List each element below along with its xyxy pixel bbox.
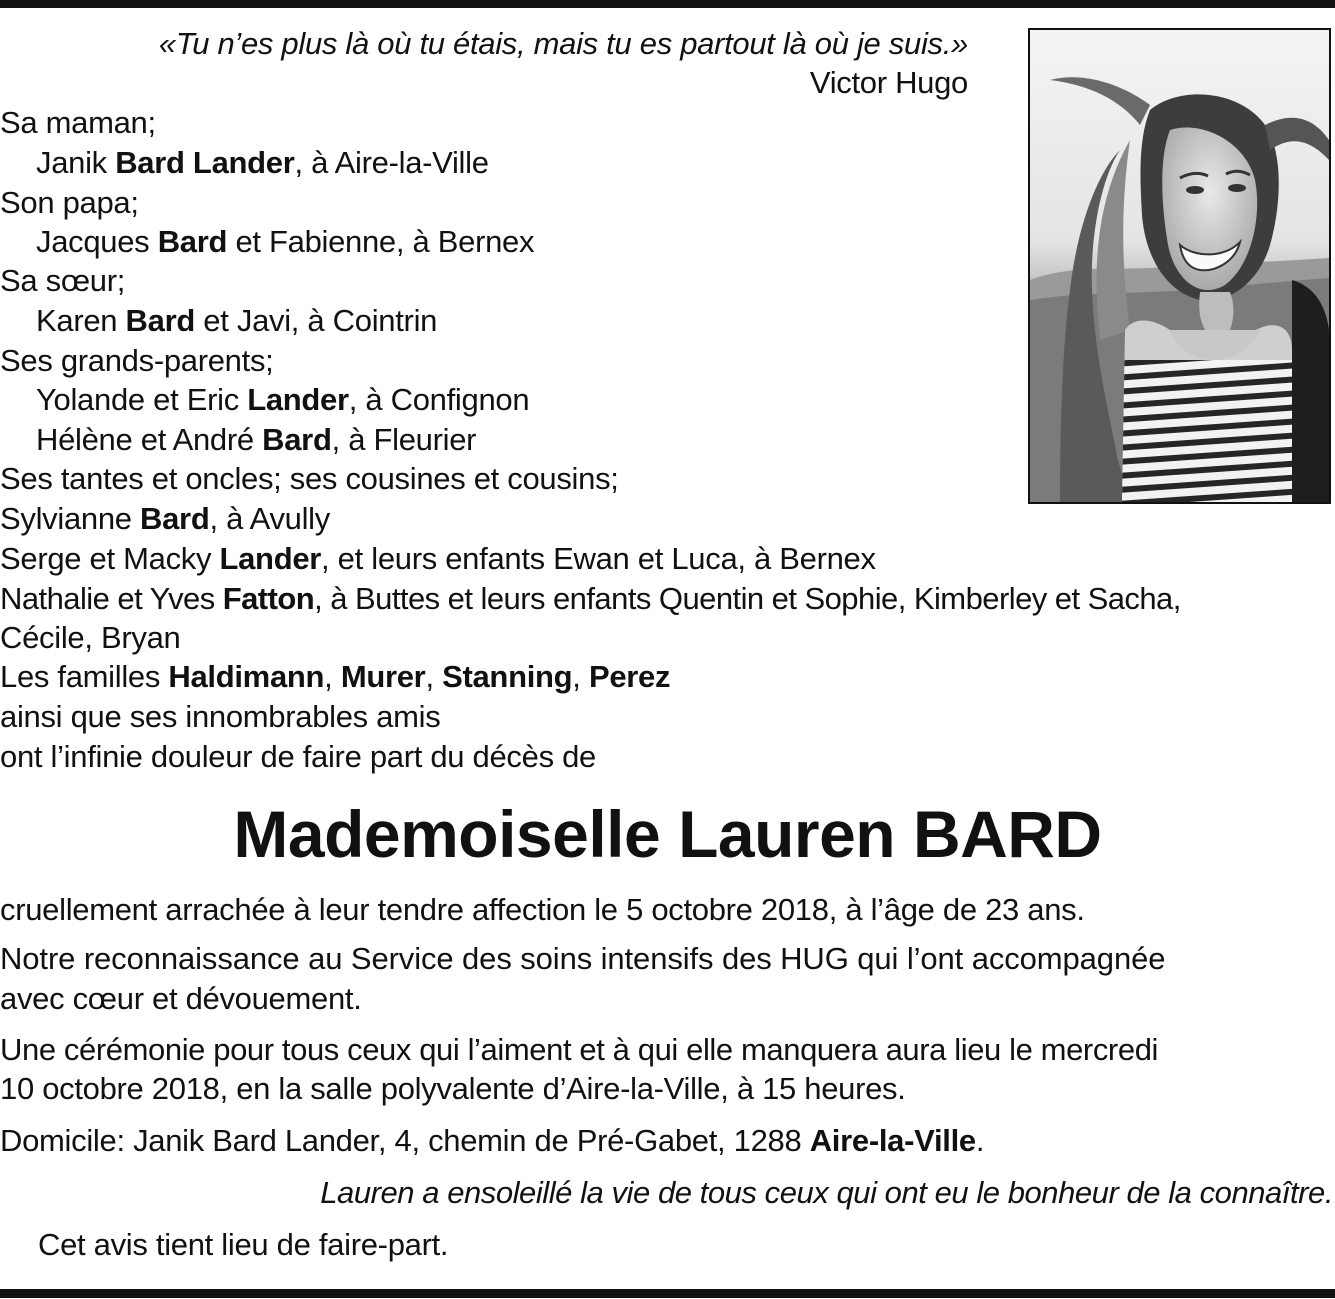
aunts-uncles-label: Ses tantes et oncles; ses cousines et cousins; [0,461,619,496]
paragraph-2-line-1: Notre reconnaissance au Service des soins intensifs des HUG qui l’ont accompagnée [0,941,1166,976]
deceased-name: Mademoiselle Lauren BARD [233,797,1102,871]
announcement-line: ont l’infinie douleur de faire part du décès de [0,739,596,774]
grandparents-line-1: Yolande et Eric Lander, à Confignon [36,382,530,417]
paragraph-2-line-2: avec cœur et dévouement. [0,981,362,1016]
bottom-rule [0,1289,1335,1298]
papa-label: Son papa; [0,185,139,220]
relative-line-3: Nathalie et Yves Fatton, à Buttes et leurs enfants Quentin et Sophie, Kimberley et Sacha, [0,581,1181,616]
maman-line: Janik Bard Lander, à Aire-la-Ville [36,145,489,180]
soeur-line: Karen Bard et Javi, à Cointrin [36,303,438,338]
grandparents-line-2: Hélène et André Bard, à Fleurier [36,422,477,457]
friends-line: ainsi que ses innombrables amis [0,699,441,734]
paragraph-3-line-2: 10 octobre 2018, en la salle polyvalente d’Aire-la-Ville, à 15 heures. [0,1071,906,1106]
grandparents-label: Ses grands-parents; [0,343,274,378]
relative-line-1: Sylvianne Bard, à Avully [0,501,330,536]
closing-line: Lauren a ensoleillé la vie de tous ceux qui ont eu le bonheur de la connaître. [320,1175,1333,1210]
quote-text: «Tu n’es plus là où tu étais, mais tu es partout là où je suis.» [158,26,968,61]
families-line: Les familles Haldimann, Murer, Stanning, Perez [0,659,671,694]
portrait-image [1030,30,1329,502]
domicile-line: Domicile: Janik Bard Lander, 4, chemin de Pré-Gabet, 1288 Aire-la-Ville. [0,1123,985,1158]
paragraph-1: cruellement arrachée à leur tendre affection le 5 octobre 2018, à l’âge de 23 ans. [0,892,1085,927]
top-rule [0,0,1335,8]
relative-line-2: Serge et Macky Lander, et leurs enfants Ewan et Luca, à Bernex [0,541,876,576]
soeur-label: Sa sœur; [0,263,126,298]
portrait-photo [1028,28,1331,504]
papa-line: Jacques Bard et Fabienne, à Bernex [36,224,535,259]
notice-note: Cet avis tient lieu de faire-part. [38,1227,449,1262]
quote-author: Victor Hugo [809,65,968,100]
paragraph-3-line-1: Une cérémonie pour tous ceux qui l’aiment et à qui elle manquera aura lieu le mercredi [0,1032,1159,1067]
maman-label: Sa maman; [0,105,156,140]
relative-line-3-cont: Cécile, Bryan [0,620,181,655]
